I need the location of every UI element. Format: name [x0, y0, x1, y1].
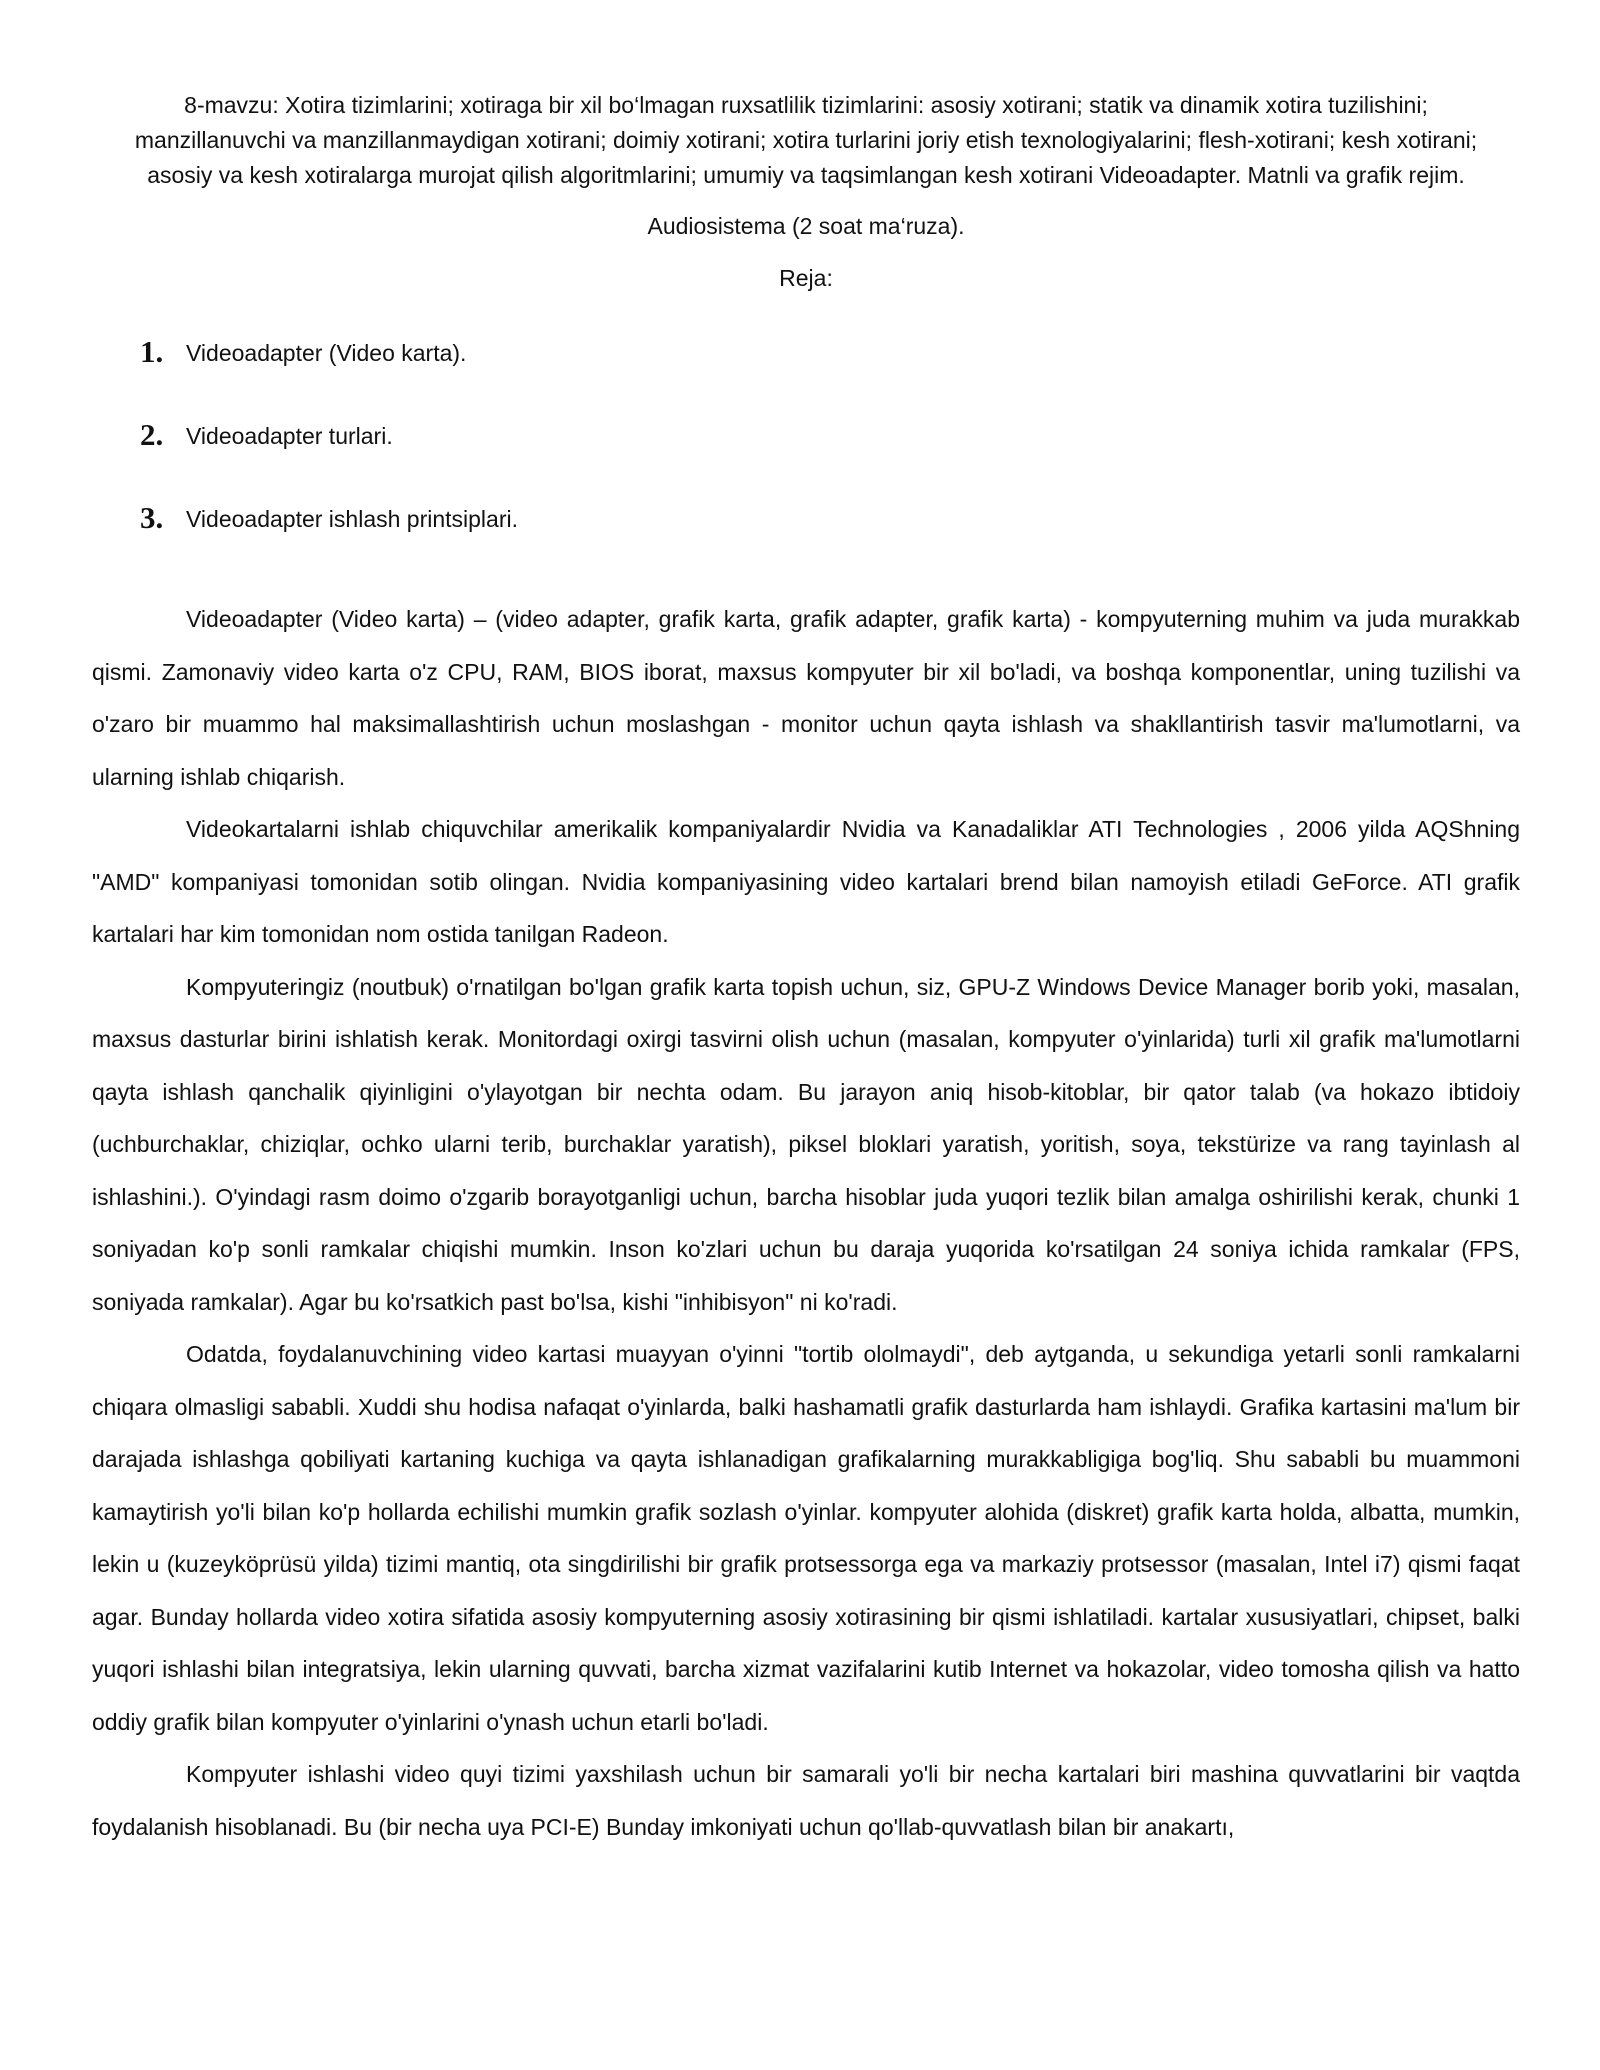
plan-item — [92, 332, 1520, 415]
plan-item-text: Videoadapter (Video karta). — [186, 340, 467, 366]
plan-item — [92, 415, 1520, 498]
plan-heading: Reja: — [779, 265, 833, 291]
plan-item-number: 1. — [140, 334, 164, 369]
document-body — [92, 593, 1520, 1853]
plan-list — [92, 332, 1520, 581]
document-title: 8-mavzu: Xotira tizimlarini; xotiraga bir xil bo‘lmagan ruxsatlilik tizimlarini: asosiy xotirani; statik va dinamik xotira tuzilishini; manzillanuvchi va manzillanmaydigan xotirani; doimiy xotirani; xotira turlarini joriy etish texnologiyalarini; flesh-xotirani; kesh xotirani; asosiy va kesh xotiralarga murojat qilish algoritmlarini; umumiy va taqsimlangan kesh xotirani Videoadapter. Matnli va grafik rejim. — [134, 92, 1478, 188]
document-page — [92, 88, 1520, 1853]
paragraph-manufacturers: Videokartalarni ishlab chiquvchilar amerikalik kompaniyalardir Nvidia va Kanadaliklar ATI Technologies , 2006 yilda AQShning "AMD" kompaniyasi tomonidan sotib olingan. Nvidia kompaniyasining video kartalari brend bilan namoyish etiladi GeForce. ATI grafik kartalari har kim tomonidan nom ostida tanilgan Radeon. — [92, 816, 1520, 947]
document-subtitle: Audiosistema (2 soat ma‘ruza). — [647, 213, 965, 239]
plan-item — [92, 498, 1520, 581]
plan-item-text: Videoadapter ishlash printsiplari. — [186, 506, 518, 532]
paragraph-performance: Odatda, foydalanuvchining video kartasi muayyan o'yinni "tortib ololmaydi", deb aytganda, u sekundiga yetarli sonli ramkalarni chiqara olmasligi sababli. Xuddi shu hodisa nafaqat o'yinlarda, balki hashamatli grafik dasturlarda ham ishlaydi. Grafika kartasini ma'lum bir darajada ishlashga qobiliyati kartaning kuchiga va qayta ishlanadigan grafikalarning murakkabligiga bog'liq. Shu sababli bu muammoni kamaytirish yo'li bilan ko'p hollarda echilishi mumkin grafik sozlash o'yinlar. kompyuter alohida (diskret) grafik karta holda, albatta, mumkin, lekin u (kuzeyköprüsü yilda) tizimi mantiq, ota singdirilishi bir grafik protsessorga ega va markaziy protsessor (masalan, Intel i7) qismi faqat agar. Bunday hollarda video xotira sifatida asosiy kompyuterning asosiy xotirasining bir qismi ishlatiladi. kartalar xususiyatlari, chipset, balki yuqori ishlashi bilan integratsiya, lekin ularning quvvati, barcha xizmat vazifalarini kutib Internet va hokazolar, video tomosha qilish va hatto oddiy grafik bilan kompyuter o'yinlarini o'ynash uchun etarli bo'ladi. — [92, 1341, 1520, 1735]
paragraph-videoadapter-definition: Videoadapter (Video karta) – (video adapter, grafik karta, grafik adapter, grafik karta) - kompyuterning muhim va juda murakkab qismi. Zamonaviy video karta o'z CPU, RAM, BIOS iborat, maxsus kompyuter bir xil bo'ladi, va boshqa komponentlar, uning tuzilishi va o'zaro bir muammo hal maksimallashtirish uchun moslashgan - monitor uchun qayta ishlash va shakllantirish tasvir ma'lumotlarni, va ularning ishlab chiqarish. — [92, 606, 1520, 790]
plan-item-number: 3. — [140, 500, 164, 535]
plan-item-text: Videoadapter turlari. — [186, 423, 393, 449]
paragraph-graphics-processing: Kompyuteringiz (noutbuk) o'rnatilgan bo'lgan grafik karta topish uchun, siz, GPU-Z Windows Device Manager borib yoki, masalan, maxsus dasturlar birini ishlatish kerak. Monitordagi oxirgi tasvirni olish uchun (masalan, kompyuter o'yinlarida) turli xil grafik ma'lumotlarni qayta ishlash qanchalik qiyinligini o'ylayotgan bir nechta odam. Bu jarayon aniq hisob-kitoblar, bir qator talab (va hokazo ibtidoiy (uchburchaklar, chiziqlar, ochko ularni terib, burchaklar yaratish), piksel bloklari yaratish, yoritish, soya, tekstürize va rang tayinlash al ishlashini.). O'yindagi rasm doimo o'zgarib borayotganligi uchun, barcha hisoblar juda yuqori tezlik bilan amalga oshirilishi kerak, chunki 1 soniyadan ko'p sonli ramkalar chiqishi mumkin. Inson ko'zlari uchun bu daraja yuqorida ko'rsatilgan 24 soniya ichida ramkalar (FPS, soniyada ramkalar). Agar bu ko'rsatkich past bo'lsa, kishi "inhibisyon" ni ko'radi. — [92, 973, 1520, 1315]
plan-item-number: 2. — [140, 417, 164, 452]
paragraph-multi-card: Kompyuter ishlashi video quyi tizimi yaxshilash uchun bir samarali yo'li bir necha kartalari biri mashina quvvatlarini bir vaqtda foydalanish hisoblanadi. Bu (bir necha uya PCI-E) Bunday imkoniyati uchun qo'llab-quvvatlash bilan bir anakartı, — [92, 1761, 1520, 1840]
